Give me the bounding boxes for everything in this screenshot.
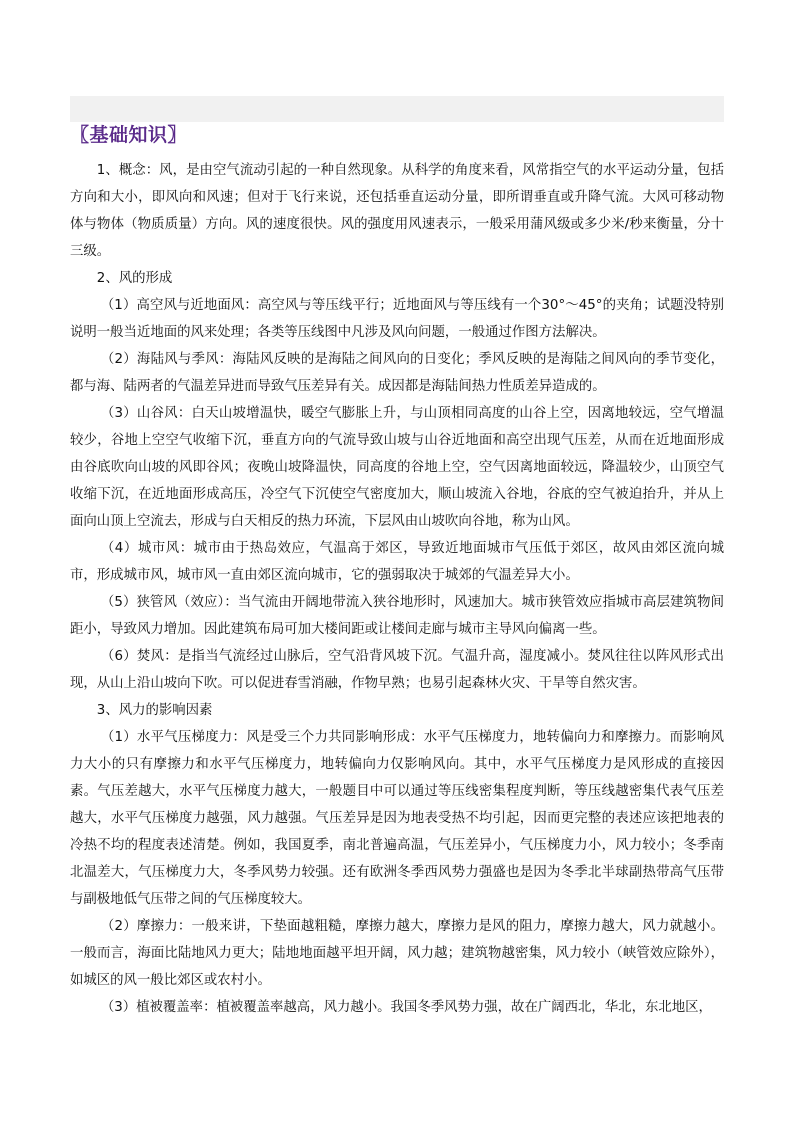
- paragraph-valley-wind: （3）山谷风：白天山坡增温快，暖空气膨胀上升，与山顶相同高度的山谷上空，因离地较远，空气增温较少，谷地上空空气收缩下沉，垂直方向的气流导致山坡与山谷近地面和高空出现气压差，从而在近地面形成由谷底吹向山坡的风即谷风；夜晚山坡降温快，同高度的谷地上空，空气因离地面较远，降温较少，山顶空气收缩下沉，在近地面形成高压，冷空气下沉使空气密度加大，顺山坡流入谷地，谷底的空气被迫抬升，并从上面向山顶上空流去，形成与白天相反的热力环流，下层风由山坡吹向谷地，称为山风。: [70, 406, 724, 529]
- paragraph-friction: （2）摩擦力：一般来讲，下垫面越粗糙，摩擦力越大，摩擦力是风的阻力，摩擦力越大，风力就越小。一般而言，海面比陆地风力更大；陆地地面越平坦开阔，风力越；建筑物越密集，风力较小（峡管效应除外），如城区的风一般比郊区或农村小。: [70, 919, 724, 988]
- paragraph-high-altitude-wind: （1）高空风与近地面风：高空风与等压线平行；近地面风与等压线有一个30°～45°的夹角；试题没特别说明一般当近地面的风来处理；各类等压线图中凡涉及风向问题，一般通过作图方法解决。: [70, 298, 724, 340]
- paragraph-pressure-gradient: （1）水平气压梯度力：风是受三个力共同影响形成：水平气压梯度力，地转偏向力和摩擦力。而影响风力大小的只有摩擦力和水平气压梯度力，地转偏向力仅影响风向。其中，水平气压梯度力是风形成的直接因素。气压差越大，水平气压梯度力越大，一般题目中可以通过等压线密集程度判断，等压线越密集代表气压差越大，水平气压梯度力越强，风力越强。气压差异是因为地表受热不均引起，因而更完整的表述应该把地表的冷热不均的程度表述清楚。例如，我国夏季，南北普遍高温，气压差异小，气压梯度力小，风力较小；冬季南北温差大，气压梯度力大，冬季风势力较强。还有欧洲冬季西风势力强盛也是因为冬季北半球副热带高气压带与副极地低气压带之间的气压梯度较大。: [70, 730, 724, 907]
- section-heading: 〖基础知识〗: [70, 124, 188, 146]
- document-body: [70, 157, 724, 1021]
- heading-wind-factors: 3、风力的影响因素: [96, 703, 213, 718]
- heading-wind-formation: 2、风的形成: [96, 271, 173, 286]
- header-band: [70, 96, 724, 122]
- paragraph-foehn-wind: （6）焚风：是指当气流经过山脉后，空气沿背风坡下沉。气温升高，湿度减小。焚风往往以阵风形式出现，从山上沿山坡向下吹。可以促进春雪消融，作物早熟；也易引起森林火灾、干旱等自然灾害。: [70, 649, 724, 691]
- paragraph-land-sea-monsoon: （2）海陆风与季风：海陆风反映的是海陆之间风向的日变化；季风反映的是海陆之间风向的季节变化，都与海、陆两者的气温差异进而导致气压差异有关。成因都是海陆间热力性质差异造成的。: [70, 352, 724, 394]
- paragraph-concept: 1、概念：风，是由空气流动引起的一种自然现象。从科学的角度来看，风常指空气的水平运动分量，包括方向和大小，即风向和风速；但对于飞行来说，还包括垂直运动分量，即所谓垂直或升降气流。大风可移动物体与物体（物质质量）方向。风的速度很快。风的强度用风速表示，一般采用蒲风级或多少米/秒来衡量，分十三级。: [70, 163, 724, 259]
- paragraph-city-wind: （4）城市风：城市由于热岛效应，气温高于郊区，导致近地面城市气压低于郊区，故风由郊区流向城市，形成城市风，城市风一直由郊区流向城市，它的强弱取决于城郊的气温差异大小。: [70, 541, 724, 583]
- paragraph-vegetation: （3）植被覆盖率：植被覆盖率越高，风力越小。我国冬季风势力强，故在广阔西北，华北，东北地区，: [100, 1000, 712, 1015]
- paragraph-canyon-wind: （5）狭管风（效应）：当气流由开阔地带流入狭谷地形时，风速加大。城市狭管效应指城市高层建筑物间距小，导致风力增加。因此建筑布局可加大楼间距或让楼间走廊与城市主导风向偏离一些。: [70, 595, 724, 637]
